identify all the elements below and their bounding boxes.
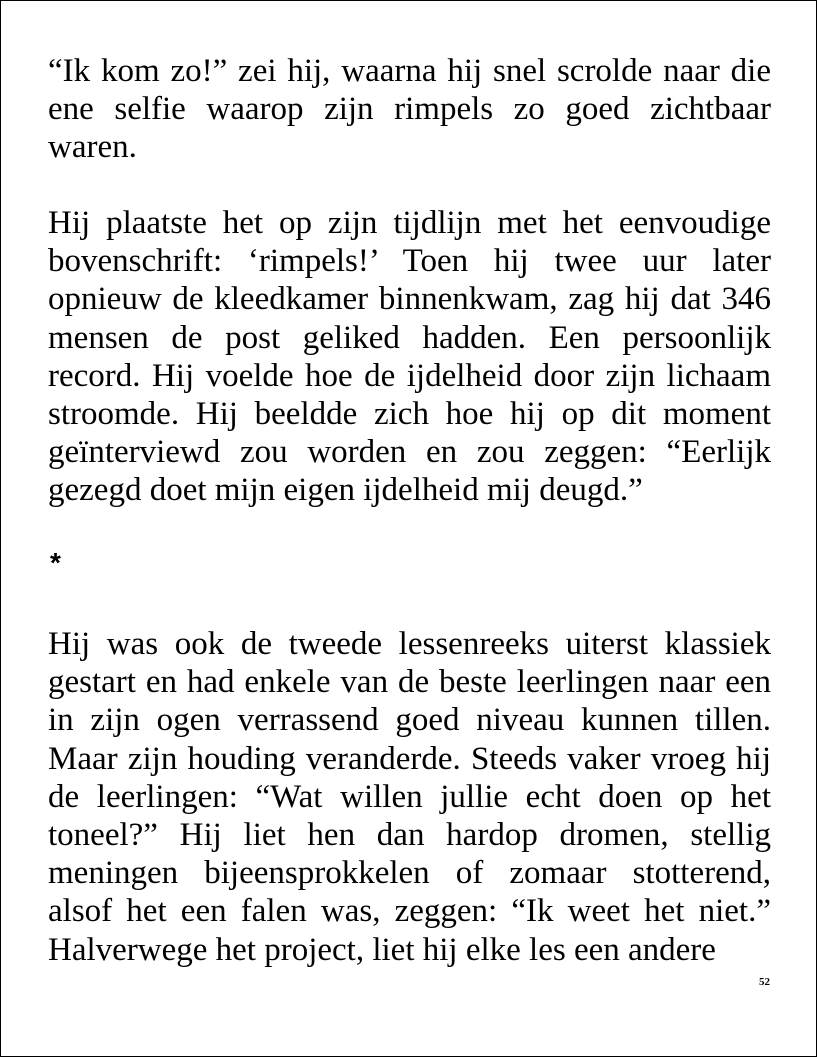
section-separator: * bbox=[50, 547, 61, 578]
paragraph-1: “Ik kom zo!” zei hij, waarna hij snel scrolde naar die ene selfie waarop zijn rimpels zo goed zichtbaar waren. bbox=[48, 53, 771, 166]
paragraph-3: Hij was ook de tweede lessenreeks uiterst klassiek gestart en had enkele van de beste leerlingen naar een in zijn ogen verrassend goed niveau kunnen tillen. Maar zijn houding veranderde. Steeds vaker vroeg hij de leerlingen: “Wat willen jullie echt doen op het toneel?” Hij liet hen dan hardop dromen, stellig meningen bijeensprokkelen of zomaar stotterend, alsof het een falen was, zeggen: “Ik weet het niet.” Halverwege het project, liet hij elke les een andere bbox=[48, 626, 771, 968]
page-number: 52 bbox=[759, 976, 770, 988]
paragraph-2: Hij plaatste het op zijn tijdlijn met het eenvoudige bovenschrift: ‘rimpels!’ Toen hij twee uur later opnieuw de kleedkamer binnenkwam, zag hij dat 346 mensen de post geliked hadden. Een persoonlijk record. Hij voelde hoe de ijdelheid door zijn lichaam stroomde. Hij beeldde zich hoe hij op dit moment geïnterviewd zou worden en zou zeggen: “Eerlijk gezegd doet mijn eigen ijdelheid mij deugd.” bbox=[48, 205, 771, 509]
